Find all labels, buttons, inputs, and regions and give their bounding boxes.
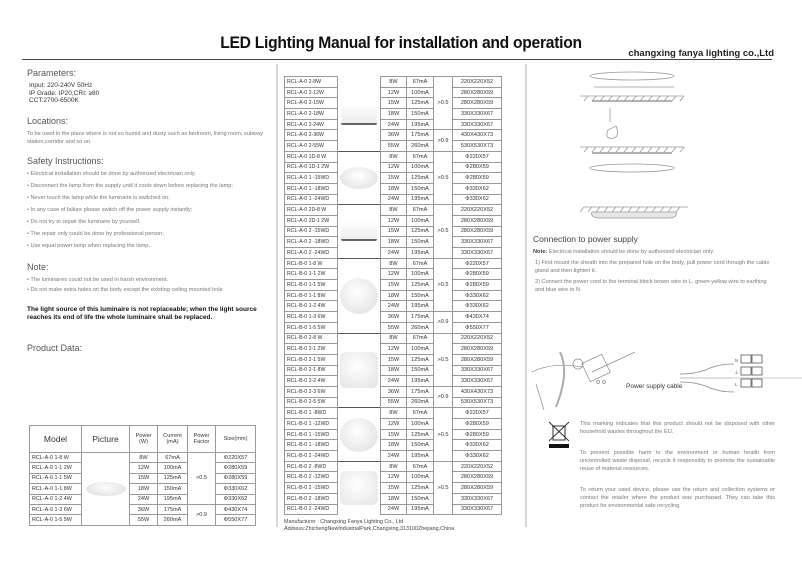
- model-cell: RCL-B-0 2 -24WD: [285, 451, 338, 462]
- product-picture: [82, 453, 130, 526]
- size-cell: 280X280X59: [453, 87, 502, 98]
- size-cell: Φ330X62: [453, 451, 502, 462]
- size-cell: 280X280X59: [453, 98, 502, 109]
- size-cell: 430X430X73: [453, 386, 502, 397]
- table-row: RCL-A-0 1-8 W 8W 67mA >0.5 Φ220X57: [30, 453, 256, 463]
- power-cell: 15W: [381, 173, 407, 184]
- model-cell: RCL-A-0 2-36W: [285, 130, 338, 141]
- table-row: [285, 376, 502, 387]
- current-cell: 125mA: [407, 226, 434, 237]
- size-cell: 220X220X52: [453, 461, 502, 472]
- current-cell: 100mA: [407, 269, 434, 280]
- current-cell: 67mA: [407, 205, 434, 216]
- power-cell: 24W: [381, 301, 407, 312]
- size-cell: Φ280X59: [453, 280, 502, 291]
- table-row: [285, 194, 502, 205]
- size-cell: 330X330X67: [453, 365, 502, 376]
- connection-section: [533, 234, 773, 294]
- table-row: [285, 408, 502, 419]
- size-cell: Φ220X57: [453, 258, 502, 269]
- safety-item: • Disconnect the lamp from the supply until it cools down before replacing the lamp;: [27, 182, 233, 189]
- size-cell: 530X530X73: [453, 141, 502, 152]
- model-cell: RCL-A-0 2 -15WD: [285, 226, 338, 237]
- round-ceiling-light-image: [86, 482, 126, 496]
- size-cell: 280X280X59: [453, 354, 502, 365]
- table-row: [285, 451, 502, 462]
- power-cell: 8W: [381, 205, 407, 216]
- power-cell: 15W: [381, 98, 407, 109]
- table-row: [285, 87, 502, 98]
- size-cell: 220X220X52: [453, 77, 502, 88]
- header-power: Power (W): [130, 426, 158, 453]
- table-row: [285, 119, 502, 130]
- power-cell: 24W: [381, 376, 407, 387]
- ceiling-light-image: [341, 103, 377, 125]
- wiring-diagram: [530, 352, 802, 412]
- svg-text:⏚: ⏚: [734, 370, 740, 376]
- connection-step-2: 2) Connect the power cord to the terminal block brown wire to L, green-yellow wire to earthing and blue wire to N: [535, 279, 767, 293]
- power-cell: 12W: [381, 162, 407, 173]
- note-heading: Note:: [27, 261, 49, 272]
- table-row: [285, 183, 502, 194]
- size-cell: 330X330X67: [453, 504, 502, 515]
- table-row: [285, 98, 502, 109]
- table-row: [285, 472, 502, 483]
- power-cell: 36W: [381, 312, 407, 323]
- model-cell: RCL-B-0 2 -24WD: [285, 504, 338, 515]
- size-cell: 330X330X67: [453, 109, 502, 120]
- model-cell: RCL-A-0 2-55W: [285, 141, 338, 152]
- current-cell: 175mA: [407, 130, 434, 141]
- power-cell: 8W: [381, 333, 407, 344]
- table-row: [285, 386, 502, 397]
- address: Address:ZhichengNewIndustrialPark,Changxing,313100Zhejiang,China: [284, 526, 455, 533]
- power-cell: 55W: [381, 397, 407, 408]
- table-row: [285, 290, 502, 301]
- model-cell: RCL-A-0 2-18W: [285, 109, 338, 120]
- model-cell: RCL-B-0 1-3 6W: [285, 312, 338, 323]
- current-cell: 195mA: [407, 194, 434, 205]
- current-cell: 100mA: [407, 344, 434, 355]
- power-cell: 15W: [381, 226, 407, 237]
- table-row: [285, 205, 502, 216]
- table-row: [285, 301, 502, 312]
- power-cell: 36W: [381, 130, 407, 141]
- column-divider-left: [276, 64, 278, 527]
- power-cell: 8W: [381, 151, 407, 162]
- table-row: [285, 215, 502, 226]
- model-cell: RCL-A-0 1 -15WD: [285, 173, 338, 184]
- table-row: [285, 280, 502, 291]
- power-cell: 12W: [381, 419, 407, 430]
- table-row: RCL-A-0 1-1 2W 12W 100mA Φ280X59: [30, 463, 256, 473]
- model-cell: RCL-B-0 1 -18WD: [285, 440, 338, 451]
- power-cell: 15W: [381, 354, 407, 365]
- param-cct: CCT:2700-6500K: [29, 97, 79, 104]
- model-cell: RCL-A-0 2 -18WD: [285, 237, 338, 248]
- left-column: [27, 68, 275, 357]
- table-row: [285, 173, 502, 184]
- current-cell: 260mA: [407, 397, 434, 408]
- model-cell: RCL-A-0 2D-8 W: [285, 205, 338, 216]
- table-row: [285, 151, 502, 162]
- table-row: [285, 483, 502, 494]
- current-cell: 150mA: [407, 365, 434, 376]
- table-row: RCL-A-0 1-1 5W 15W 125mA Φ280X59: [30, 473, 256, 483]
- power-cell: 18W: [381, 493, 407, 504]
- table-row: [285, 397, 502, 408]
- current-cell: 150mA: [407, 290, 434, 301]
- model-cell: RCL-B-0 2-1 8W: [285, 365, 338, 376]
- current-cell: 195mA: [407, 301, 434, 312]
- document-title: LED Lighting Manual for installation and operation: [220, 33, 582, 52]
- header-model: Model: [30, 426, 82, 453]
- model-cell: RCL-B-0 2 -15WD: [285, 483, 338, 494]
- power-supply-cable-label: Power supply cable: [626, 383, 683, 390]
- connection-note: Note: Electrical installation should be done by authorized electrician only.: [533, 249, 715, 255]
- power-cell: 18W: [381, 237, 407, 248]
- power-factor-cell: >0.5: [434, 77, 453, 130]
- size-cell: Φ280X59: [453, 419, 502, 430]
- power-factor-cell: >0.9: [434, 386, 453, 407]
- safety-item: • In any case of failure please switch off the power supply instantly;: [27, 206, 193, 213]
- size-cell: Φ280X59: [453, 429, 502, 440]
- header-size: Size(mm): [216, 426, 256, 453]
- header-rule: [22, 59, 772, 60]
- parameters-heading: Parameters:: [27, 68, 77, 78]
- safety-item: • Never touch the lamp while the luminaire is switched on;: [27, 194, 170, 201]
- current-cell: 125mA: [407, 483, 434, 494]
- power-cell: 15W: [381, 280, 407, 291]
- ceiling-light-image: [340, 278, 378, 314]
- model-cell: RCL-A-0 2-12W: [285, 87, 338, 98]
- power-factor-cell: >0.9: [434, 312, 453, 333]
- table-row: [285, 248, 502, 259]
- size-cell: 220X220X52: [453, 205, 502, 216]
- safety-item: • Electrical installation should be done by authorized electrician only.: [27, 170, 196, 177]
- power-cell: 12W: [381, 87, 407, 98]
- current-cell: 125mA: [407, 429, 434, 440]
- current-cell: 100mA: [407, 419, 434, 430]
- current-cell: 125mA: [407, 98, 434, 109]
- power-cell: 24W: [381, 119, 407, 130]
- size-cell: 280X280X59: [453, 344, 502, 355]
- product-picture: [338, 333, 381, 408]
- power-cell: 24W: [381, 248, 407, 259]
- model-cell: RCL-B-0 2-8 W: [285, 333, 338, 344]
- current-cell: 175mA: [407, 386, 434, 397]
- power-cell: 36W: [381, 386, 407, 397]
- current-cell: 100mA: [407, 162, 434, 173]
- current-cell: 260mA: [407, 141, 434, 152]
- size-cell: 530X530X73: [453, 397, 502, 408]
- size-cell: Φ280X59: [453, 162, 502, 173]
- table-row: RCL-A-0 1-3 6W 36W 175mA >0.9 Φ430X74: [30, 504, 256, 514]
- table-row: [285, 162, 502, 173]
- model-cell: RCL-B-0 2 -12WD: [285, 472, 338, 483]
- installation-diagram: [580, 70, 690, 220]
- current-cell: 67mA: [407, 258, 434, 269]
- replaceability-warning: The light source of this luminaire is not replaceable; when the light source reaches its end of life the whole luminaire shall be replaced.: [27, 305, 257, 321]
- model-cell: RCL-A-0 2-15W: [285, 98, 338, 109]
- current-cell: 100mA: [407, 87, 434, 98]
- table-row: [285, 109, 502, 120]
- size-cell: 330X330X67: [453, 493, 502, 504]
- current-cell: 67mA: [407, 461, 434, 472]
- model-cell: RCL-B-0 1 -8WD: [285, 408, 338, 419]
- size-cell: 220X220X52: [453, 333, 502, 344]
- power-factor-cell: >0.5: [434, 151, 453, 204]
- current-cell: 100mA: [407, 472, 434, 483]
- table-row: [285, 322, 502, 333]
- product-picture: [338, 408, 381, 461]
- product-data-heading: Product Data:: [27, 342, 83, 353]
- size-cell: Φ550X77: [453, 322, 502, 333]
- middle-column: [284, 76, 502, 533]
- power-factor-cell: >0.5: [434, 461, 453, 514]
- table-row: [285, 237, 502, 248]
- power-cell: 24W: [381, 504, 407, 515]
- current-cell: 150mA: [407, 183, 434, 194]
- power-cell: 55W: [381, 141, 407, 152]
- current-cell: 150mA: [407, 440, 434, 451]
- current-cell: 67mA: [407, 77, 434, 88]
- param-input: Input: 220-240V 50Hz: [29, 82, 93, 89]
- size-cell: 330X330X67: [453, 248, 502, 259]
- model-cell: RCL-B-0 2 -8WD: [285, 461, 338, 472]
- size-cell: 330X330X67: [453, 237, 502, 248]
- model-cell: RCL-B-0 1-5 5W: [285, 322, 338, 333]
- product-picture: [338, 205, 381, 258]
- connection-step-1: 1) First mount the sheath into the prepared hole on the body, pull power cord through the cable gland and then tighten it.: [535, 260, 770, 274]
- current-cell: 150mA: [407, 493, 434, 504]
- power-cell: 12W: [381, 215, 407, 226]
- table-row: [285, 226, 502, 237]
- param-ip-grade: IP Grade: IP20,CRI: ≥80: [29, 89, 100, 97]
- current-cell: 195mA: [407, 119, 434, 130]
- model-spec-table: [284, 76, 502, 515]
- header-power-factor: Power Factor: [188, 426, 216, 453]
- header-picture: Picture: [82, 426, 130, 453]
- table-row: [285, 258, 502, 269]
- power-cell: 8W: [381, 461, 407, 472]
- model-cell: RCL-A-0 1D-1 2W: [285, 162, 338, 173]
- current-cell: 195mA: [407, 504, 434, 515]
- product-data-table: [29, 425, 256, 526]
- model-cell: RCL-B-0 1 -15WD: [285, 429, 338, 440]
- model-cell: RCL-B-0 2-3 6W: [285, 386, 338, 397]
- weee-paragraph-3: To return your used device, please use the return and collection systems or contact the retailer where the product was purchased. They can take this product for environmental safe recycling.: [580, 487, 775, 509]
- table-header-row: [30, 426, 256, 453]
- size-cell: 330X330X67: [453, 119, 502, 130]
- power-factor-cell: >0.5: [434, 258, 453, 311]
- table-row: [285, 141, 502, 152]
- ceiling-light-image: [341, 221, 377, 241]
- current-cell: 67mA: [407, 333, 434, 344]
- safety-item: • The repair only could be done by professional person;: [27, 230, 164, 237]
- current-cell: 67mA: [407, 151, 434, 162]
- power-cell: 12W: [381, 472, 407, 483]
- power-factor-cell: >0.5: [434, 333, 453, 386]
- power-cell: 15W: [381, 429, 407, 440]
- table-row: [285, 365, 502, 376]
- current-cell: 67mA: [407, 408, 434, 419]
- ceiling-light-image: [340, 471, 378, 505]
- product-picture: [338, 77, 381, 152]
- table-row: [285, 493, 502, 504]
- model-cell: RCL-A-0 1D-8 W: [285, 151, 338, 162]
- model-cell: RCL-B-0 1-8 W: [285, 258, 338, 269]
- current-cell: 150mA: [407, 109, 434, 120]
- header-current: Current (mA): [158, 426, 188, 453]
- locations-heading: Locations:: [27, 115, 69, 126]
- ceiling-light-image: [340, 167, 378, 189]
- power-cell: 18W: [381, 183, 407, 194]
- table-row: RCL-A-0 1-1 8W 18W 150mA Φ330X62: [30, 484, 256, 494]
- column-divider-right: [525, 64, 527, 527]
- svg-text:N: N: [735, 358, 739, 363]
- size-cell: Φ330X62: [453, 290, 502, 301]
- power-cell: 18W: [381, 440, 407, 451]
- size-cell: 280X280X59: [453, 472, 502, 483]
- table-row: [285, 440, 502, 451]
- product-picture: [338, 151, 381, 204]
- product-picture: [338, 258, 381, 333]
- power-cell: 8W: [381, 77, 407, 88]
- model-cell: RCL-B-0 1-1 8W: [285, 290, 338, 301]
- weee-paragraph-1: This marking indicates that this product should not be disposed with other household wastes throughout the EU.: [580, 421, 775, 435]
- table-row: [285, 344, 502, 355]
- locations-text: To be used in the place where is not so humid and dusty such as bedroom, living room, subway station,corridor and so on.: [27, 130, 263, 145]
- current-cell: 125mA: [407, 173, 434, 184]
- safety-item: • Use equal power lamp when replacing the lamp.: [27, 242, 150, 249]
- model-cell: RCL-B-0 2-2 4W: [285, 376, 338, 387]
- current-cell: 260mA: [407, 322, 434, 333]
- note-item: • Do not make extra holes on the body except the existing ceiling mounted hole: [27, 286, 223, 293]
- current-cell: 195mA: [407, 376, 434, 387]
- power-cell: 18W: [381, 109, 407, 120]
- size-cell: Φ280X59: [453, 173, 502, 184]
- power-factor-cell: >0.9: [434, 130, 453, 151]
- size-cell: Φ330X62: [453, 440, 502, 451]
- svg-text:L: L: [735, 382, 738, 387]
- model-cell: RCL-B-0 1-1 2W: [285, 269, 338, 280]
- table-row: RCL-A-0 1-2 4W 24W 195mA Φ330X62: [30, 494, 256, 504]
- model-cell: RCL-B-0 2-1 5W: [285, 354, 338, 365]
- manufacturer: Manufacturer : Changxing Fanya Lighting Co., Ltd: [284, 519, 404, 526]
- size-cell: Φ220X57: [453, 151, 502, 162]
- power-cell: 12W: [381, 269, 407, 280]
- size-cell: 280X280X59: [453, 483, 502, 494]
- current-cell: 125mA: [407, 354, 434, 365]
- table-row: [285, 130, 502, 141]
- size-cell: Φ430X74: [453, 312, 502, 323]
- ceiling-light-image: [340, 352, 378, 388]
- model-cell: RCL-B-0 1-2 4W: [285, 301, 338, 312]
- connection-heading: Connection to power supply: [533, 234, 638, 244]
- power-factor-cell: >0.5: [434, 408, 453, 461]
- power-cell: 18W: [381, 365, 407, 376]
- size-cell: Φ330X62: [453, 301, 502, 312]
- ceiling-light-image: [340, 418, 378, 452]
- current-cell: 100mA: [407, 215, 434, 226]
- size-cell: 330X330X67: [453, 376, 502, 387]
- model-cell: RCL-B-0 1 -12WD: [285, 419, 338, 430]
- size-cell: Φ330X62: [453, 183, 502, 194]
- table-row: [285, 312, 502, 323]
- table-row: [285, 429, 502, 440]
- table-row: RCL-A-0 1-5 5W 55W 260mA Φ550X77: [30, 515, 256, 525]
- current-cell: 125mA: [407, 280, 434, 291]
- current-cell: 150mA: [407, 237, 434, 248]
- table-row: [285, 77, 502, 88]
- power-factor-cell: >0.5: [434, 205, 453, 258]
- model-cell: RCL-A-0 2-24W: [285, 119, 338, 130]
- table-row: [285, 461, 502, 472]
- model-cell: RCL-B-0 2 -18WD: [285, 493, 338, 504]
- table-row: [285, 419, 502, 430]
- model-cell: RCL-B-0 2-1 2W: [285, 344, 338, 355]
- weee-paragraph-2: To prevent possible harm to the environment or human health from uncontrolled waste disposal, recycle it responsibly to promote the sustainable reuse of material resources.: [580, 450, 775, 472]
- note-item: • The luminaires could not be used in harsh environment.: [27, 276, 169, 283]
- table-row: [285, 504, 502, 515]
- size-cell: 430X430X73: [453, 130, 502, 141]
- size-cell: Φ280X59: [453, 269, 502, 280]
- model-cell: RCL-A-0 2 -24WD: [285, 248, 338, 259]
- size-cell: Φ220X57: [453, 408, 502, 419]
- power-cell: 12W: [381, 344, 407, 355]
- size-cell: 280X280X59: [453, 226, 502, 237]
- table-row: [285, 354, 502, 365]
- power-cell: 8W: [381, 408, 407, 419]
- weee-crossed-bin-icon: [548, 421, 570, 449]
- product-picture: [338, 461, 381, 514]
- model-cell: RCL-A-0 1 -24WD: [285, 194, 338, 205]
- model-cell: RCL-B-0 2-5 5W: [285, 397, 338, 408]
- power-cell: 55W: [381, 322, 407, 333]
- current-cell: 195mA: [407, 451, 434, 462]
- model-cell: RCL-B-0 1-1 5W: [285, 280, 338, 291]
- current-cell: 195mA: [407, 248, 434, 259]
- safety-item: • Do not try to repair the luminaire by yourself.: [27, 218, 141, 225]
- power-cell: 24W: [381, 194, 407, 205]
- model-cell: RCL-A-0 2-8W: [285, 77, 338, 88]
- power-cell: 8W: [381, 258, 407, 269]
- current-cell: 175mA: [407, 312, 434, 323]
- safety-heading: Safety Instructions:: [27, 155, 104, 166]
- company-name: changxing fanya lighting co.,Ltd: [628, 48, 774, 59]
- size-cell: Φ330X62: [453, 194, 502, 205]
- power-cell: 15W: [381, 483, 407, 494]
- table-row: [285, 333, 502, 344]
- size-cell: 280X280X59: [453, 215, 502, 226]
- model-cell: RCL-A-0 1 -18WD: [285, 183, 338, 194]
- model-cell: RCL-A-0 2D-1 2W: [285, 215, 338, 226]
- table-row: [285, 269, 502, 280]
- power-cell: 18W: [381, 290, 407, 301]
- power-cell: 24W: [381, 451, 407, 462]
